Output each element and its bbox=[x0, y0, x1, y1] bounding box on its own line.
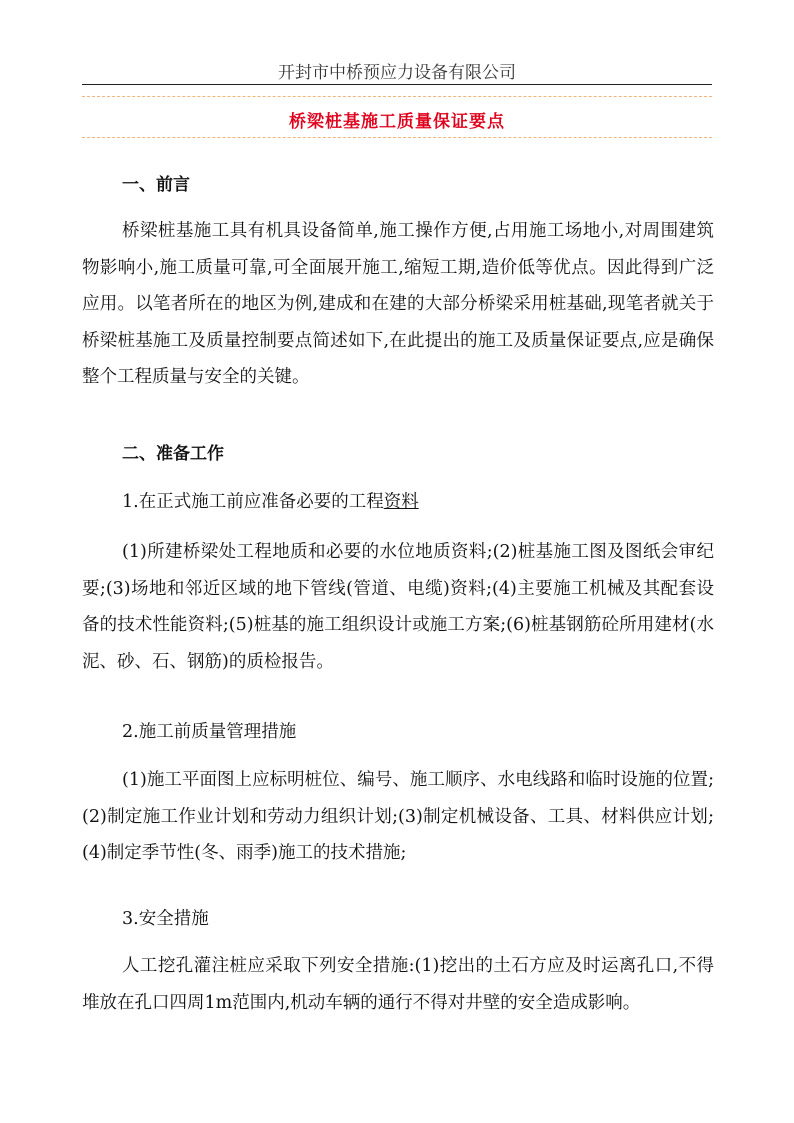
title-bottom-dash bbox=[82, 137, 712, 138]
item2-title: 2.施工前质量管理措施 bbox=[122, 722, 297, 742]
item3-paragraph: 人工挖孔灌注桩应采取下列安全措施:(1)挖出的土石方应及时运离孔口,不得堆放在孔口四周1m范围内,机动车辆的通行不得对井壁的安全造成影响。 bbox=[82, 956, 714, 1013]
section-heading-preparation: 二、准备工作 bbox=[122, 444, 224, 464]
item1-title bbox=[82, 488, 754, 513]
preface-paragraph: 桥梁桩基施工具有机具设备简单,施工操作方便,占用施工场地小,对周围建筑物影响小,施工质量可靠,可全面展开施工,缩短工期,造价低等优点。因此得到广泛应用。以笔者所在的地区为例,建成和在建的大部分桥梁采用桩基础,现笔者就关于桥梁桩基施工及质量控制要点简述如下,在此提出的施工及质量保证要点,应是确保整个工程质量与安全的关键。 bbox=[82, 221, 714, 387]
item1-paragraph: (1)所建桥梁处工程地质和必要的水位地质资料;(2)桩基施工图及图纸会审纪要;(3)场地和邻近区域的地下管线(管道、电缆)资料;(4)主要施工机械及其配套设备的技术性能资料;(5)桩基的施工组织设计或施工方案;(6)桩基钢筋砼所用建材(水泥、砂、石、钢筋)的质检报告。 bbox=[82, 542, 714, 672]
section-heading-preface: 一、前言 bbox=[122, 175, 190, 195]
item2-paragraph: (1)施工平面图上应标明桩位、编号、施工顺序、水电线路和临时设施的位置;(2)制定施工作业计划和劳动力组织计划;(3)制定机械设备、工具、材料供应计划;(4)制定季节性(冬、雨季)施工的技术措施; bbox=[82, 770, 714, 863]
item3-title: 3.安全措施 bbox=[122, 909, 209, 929]
document-title: 桥梁桩基施工质量保证要点 bbox=[289, 112, 505, 132]
title-top-dash bbox=[82, 96, 712, 97]
company-header: 开封市中桥预应力设备有限公司 bbox=[278, 63, 516, 83]
header-rule bbox=[82, 84, 712, 85]
item1-title-link[interactable]: 资料 bbox=[383, 492, 419, 512]
item1-title-text: 1.在正式施工前应准备必要的工程 bbox=[122, 492, 384, 512]
